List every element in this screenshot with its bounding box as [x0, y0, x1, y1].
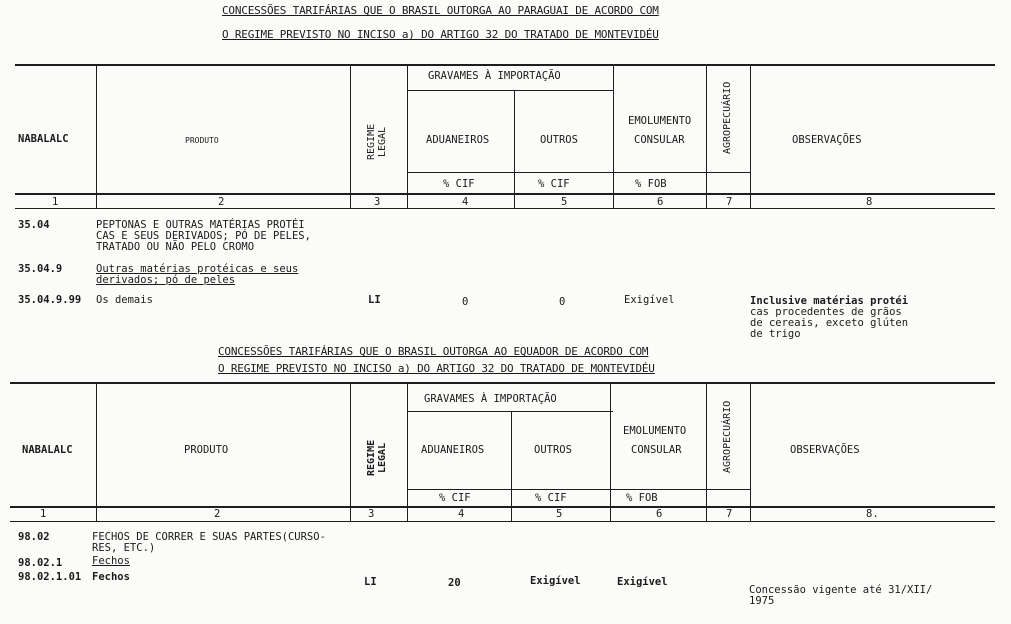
doc2-title-line1: CONCESSÕES TARIFÁRIAS QUE O BRASIL OUTORGA AO EQUADOR DE ACORDO COM	[218, 345, 649, 358]
doc1-header-regime-legal: REGIME LEGAL	[366, 123, 388, 161]
doc1-colnum-8: 8	[866, 196, 873, 208]
doc2-header-observacoes: OBSERVAÇÕES	[790, 444, 860, 456]
doc2-header-produto: PRODUTO	[184, 444, 229, 456]
doc1-header-nabalalc: NABALALC	[18, 133, 69, 145]
doc2-header-cif1: % CIF	[439, 492, 471, 504]
doc1-colnum-3: 3	[374, 196, 381, 208]
doc1-header-fob: % FOB	[635, 178, 667, 190]
doc2-row3-code: 98.02.1.01	[18, 571, 82, 583]
doc2-row1-code: 98.02	[18, 531, 50, 543]
doc1-header-emolumento: EMOLUMENTO	[628, 115, 692, 127]
doc2-row3-obs-l2: 1975	[749, 595, 775, 607]
doc1-colnum-1: 1	[52, 196, 59, 208]
doc1-row3-obs-l3: de cereais, exceto glúten	[750, 317, 909, 329]
doc2-colnum-7: 7	[726, 508, 733, 520]
doc2-row2-code: 98.02.1	[18, 557, 63, 569]
doc1-colnum-5: 5	[561, 196, 568, 208]
doc1-row3-regime: LI	[368, 294, 381, 306]
doc2-row3-outros: Exigível	[530, 575, 581, 587]
doc2-header-emolumento: EMOLUMENTO	[623, 425, 687, 437]
doc2-header-aduaneiros: ADUANEIROS	[421, 444, 485, 456]
doc1-row2-produto-l1: Outras matérias protéicas e seus	[96, 263, 299, 275]
doc1-colnum-6: 6	[657, 196, 664, 208]
doc1-row2-produto-l2: derivados; pó de peles	[96, 274, 236, 286]
doc2-header-outros: OUTROS	[534, 444, 572, 456]
doc1-header-gravames: GRAVAMES À IMPORTAÇÃO	[428, 70, 561, 82]
doc1-header-agropecuario: AGROPECUÁRIO	[722, 81, 733, 155]
doc1-row3-obs-l4: de trigo	[750, 328, 801, 340]
doc1-colnum-7: 7	[726, 196, 733, 208]
doc2-colnum-4: 4	[458, 508, 465, 520]
doc2-header-fob: % FOB	[626, 492, 658, 504]
doc2-header-cif2: % CIF	[535, 492, 567, 504]
doc1-header-cif1: % CIF	[443, 178, 475, 190]
doc1-row3-aduaneiros: 0	[462, 296, 469, 308]
doc1-colnum-4: 4	[462, 196, 469, 208]
doc2-header-nabalalc: NABALALC	[22, 444, 73, 456]
doc2-header-gravames: GRAVAMES À IMPORTAÇÃO	[424, 393, 557, 405]
doc1-title-line2: O REGIME PREVISTO NO INCISO a) DO ARTIGO 32 DO TRATADO DE MONTEVIDÉU	[222, 28, 659, 41]
doc2-row3-regime: LI	[364, 576, 377, 588]
doc2-header-agropecuario: AGROPECUÁRIO	[722, 400, 733, 474]
doc1-row3-emolumento: Exigível	[624, 294, 675, 306]
doc1-header-observacoes: OBSERVAÇÕES	[792, 134, 862, 146]
doc1-row3-obs-l1: Inclusive matérias protéi	[750, 295, 909, 307]
doc1-header-outros: OUTROS	[540, 134, 578, 146]
doc1-row1-produto-l3: TRATADO OU NÃO PELO CROMO	[96, 241, 255, 253]
doc2-row2-produto: Fechos	[92, 555, 130, 567]
doc2-colnum-5: 5	[556, 508, 563, 520]
doc1-row1-produto-l1: PEPTONAS E OUTRAS MATÉRIAS PROTÉI	[96, 219, 305, 231]
doc2-header-regime-legal: REGIME LEGAL	[366, 439, 388, 477]
doc2-colnum-8: 8.	[866, 508, 879, 520]
doc2-title-line2: O REGIME PREVISTO NO INCISO a) DO ARTIGO 32 DO TRATADO DE MONTEVIDÉU	[218, 362, 655, 375]
doc2-colnum-6: 6	[656, 508, 663, 520]
doc1-header-aduaneiros: ADUANEIROS	[426, 134, 490, 146]
doc1-colnum-2: 2	[218, 196, 225, 208]
doc1-row3-code: 35.04.9.99	[18, 294, 82, 306]
doc2-row3-aduaneiros: 20	[448, 577, 461, 589]
doc2-colnum-2: 2	[214, 508, 221, 520]
doc1-row3-obs-l2: cas procedentes de grãos	[750, 306, 902, 318]
doc2-row3-emolumento: Exigível	[617, 576, 668, 588]
doc2-colnum-1: 1	[40, 508, 47, 520]
doc2-colnum-3: 3	[368, 508, 375, 520]
doc2-row1-produto-l1: FECHOS DE CORRER E SUAS PARTES(CURSO-	[92, 531, 326, 543]
doc2-header-consular: CONSULAR	[631, 444, 682, 456]
doc1-header-cif2: % CIF	[538, 178, 570, 190]
doc2-row3-produto: Fechos	[92, 571, 130, 583]
doc1-title-line1: CONCESSÕES TARIFÁRIAS QUE O BRASIL OUTORGA AO PARAGUAI DE ACORDO COM	[222, 4, 659, 17]
doc1-row2-code: 35.04.9	[18, 263, 63, 275]
doc2-row1-produto-l2: RES, ETC.)	[92, 542, 156, 554]
doc1-row3-produto: Os demais	[96, 294, 153, 306]
doc1-row1-code: 35.04	[18, 219, 50, 231]
doc1-row3-outros: 0	[559, 296, 566, 308]
doc1-row1-produto-l2: CAS E SEUS DERIVADOS; PÓ DE PELES,	[96, 230, 311, 242]
doc2-row3-obs-l1: Concessão vigente até 31/XII/	[749, 584, 933, 596]
doc1-header-produto: PRODUTO	[185, 136, 219, 145]
doc1-header-consular: CONSULAR	[634, 134, 685, 146]
